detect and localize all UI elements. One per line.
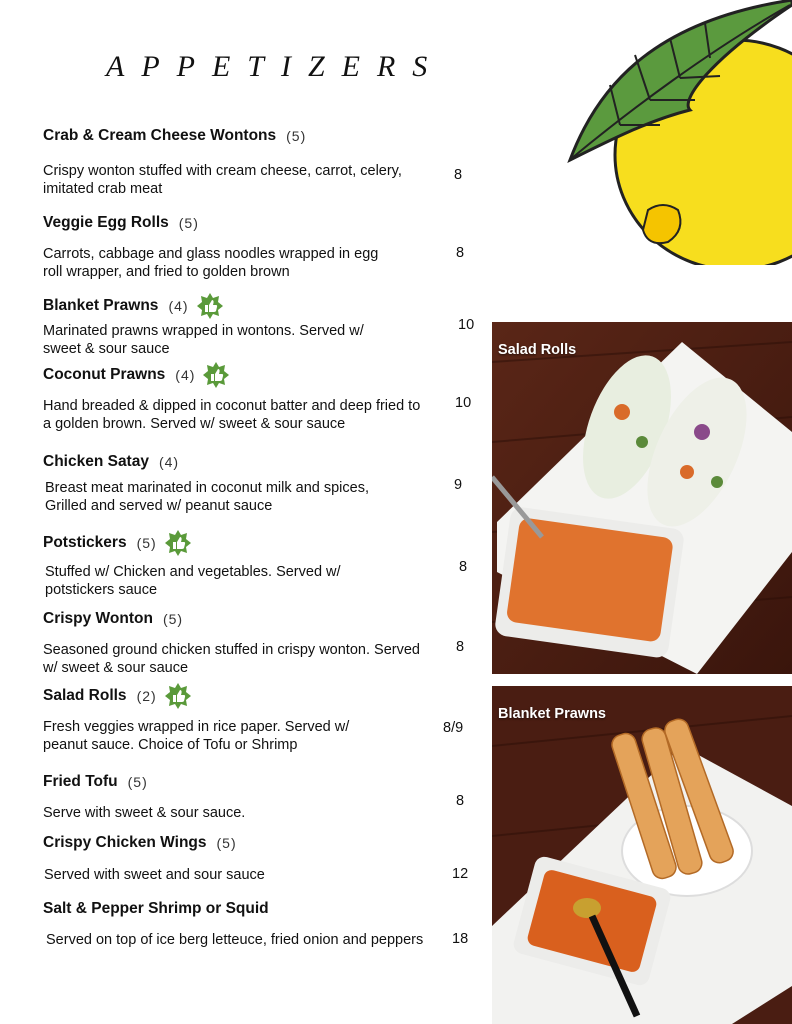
- menu-item-title: Blanket Prawns: [43, 297, 159, 314]
- menu-item-name: [43, 683, 473, 709]
- menu-item: [43, 127, 473, 197]
- menu-item-title: Fried Tofu: [43, 773, 118, 790]
- menu-item-title: Potstickers: [43, 534, 127, 551]
- menu-item: [43, 773, 473, 821]
- menu-item-description: [45, 479, 369, 515]
- menu-item-name: [43, 834, 473, 852]
- menu-item: [43, 683, 473, 753]
- blanket-prawns-photo: [492, 686, 792, 1024]
- menu-item-title: Coconut Prawns: [43, 366, 166, 383]
- thumbs-up-badge-icon: [203, 362, 229, 388]
- menu-item-count: (4): [158, 454, 180, 470]
- menu-item-name: [43, 453, 473, 471]
- blanket-prawns-image: [492, 686, 792, 1024]
- menu-item-count: (5): [127, 774, 148, 790]
- menu-item-count: (5): [136, 535, 157, 551]
- menu-item-name: [43, 530, 473, 556]
- menu-item: [43, 834, 473, 883]
- description-line: imitated crab meat: [43, 181, 163, 197]
- description-line: roll wrapper, and fried to golden brown: [43, 264, 290, 280]
- menu-item-description: [43, 641, 420, 677]
- menu-item-price: 8: [459, 559, 468, 575]
- page-title: APPETIZERS: [106, 50, 445, 83]
- menu-item: [43, 453, 473, 514]
- description-line: sweet & sour sauce: [43, 341, 170, 357]
- description-line: Fresh veggies wrapped in rice paper. Served w/: [43, 719, 350, 735]
- menu-item-count: (5): [162, 611, 184, 627]
- menu-item-price: 10: [458, 317, 475, 333]
- menu-item-price: 9: [454, 477, 463, 493]
- lemon-illustration: [560, 0, 792, 265]
- menu-item-price: 18: [452, 931, 469, 947]
- description-line: peanut sauce. Choice of Tofu or Shrimp: [43, 737, 298, 753]
- menu-item: [43, 900, 473, 948]
- menu-item-count: (4): [175, 367, 196, 383]
- menu-item-count: (5): [286, 128, 307, 144]
- menu-item-name: [43, 127, 473, 145]
- menu-item: [43, 214, 473, 280]
- thumbs-up-badge-icon: [197, 293, 223, 319]
- description-line: Crispy wonton stuffed with cream cheese, carrot, celery,: [43, 163, 402, 179]
- menu-item-description: [46, 931, 423, 949]
- menu-item-price: 8/9: [443, 720, 464, 736]
- description-line: Marinated prawns wrapped in wontons. Served w/: [43, 323, 364, 339]
- menu-item-name: [43, 293, 473, 319]
- description-line: Seasoned ground chicken stuffed in crispy wonton. Served: [43, 642, 420, 658]
- description-line: Breast meat marinated in coconut milk and spices,: [45, 480, 369, 496]
- menu-item-name: [43, 773, 473, 791]
- description-line: Hand breaded & dipped in coconut batter and deep fried to: [43, 398, 421, 414]
- menu-item-name: [43, 610, 473, 628]
- description-line: Grilled and served w/ peanut sauce: [45, 498, 273, 514]
- salad-rolls-photo: [492, 322, 792, 674]
- menu-item-price: 10: [455, 395, 472, 411]
- menu-item-name: [43, 214, 473, 232]
- menu-item: [43, 362, 473, 432]
- menu-item-count: (5): [178, 215, 199, 231]
- description-line: Served on top of ice berg letteuce, fried onion and peppers: [46, 932, 424, 948]
- menu-item-title: Crab & Cream Cheese Wontons: [43, 127, 277, 144]
- description-line: a golden brown. Served w/ sweet & sour sauce: [43, 416, 346, 432]
- menu-item-description: [43, 162, 402, 198]
- menu-item-price: 12: [452, 866, 469, 882]
- menu-item-title: Crispy Wonton: [43, 610, 153, 627]
- menu-item-description: [43, 718, 349, 754]
- description-line: w/ sweet & sour sauce: [43, 660, 189, 676]
- menu-item-title: Salad Rolls: [43, 687, 127, 704]
- menu-item-title: Salt & Pepper Shrimp or Squid: [43, 900, 269, 917]
- menu-item-count: (5): [216, 835, 237, 851]
- menu-item-description: [43, 804, 245, 822]
- menu-item-description: [43, 397, 420, 433]
- menu-item: [43, 610, 473, 676]
- menu-item-count: (2): [136, 688, 157, 704]
- menu-item-price: 8: [456, 639, 465, 655]
- blanket-prawns-label: Blanket Prawns: [498, 706, 606, 722]
- menu-item-count: (4): [168, 298, 189, 314]
- description-line: Serve with sweet & sour sauce.: [43, 805, 246, 821]
- menu-item-name: [43, 362, 473, 388]
- menu-item-description: [44, 866, 265, 884]
- menu-item: [43, 293, 475, 357]
- menu-item-title: Chicken Satay: [43, 453, 149, 470]
- menu-item-title: Veggie Egg Rolls: [43, 214, 169, 231]
- description-line: Served with sweet and sour sauce: [44, 867, 265, 883]
- menu-item-price: 8: [454, 167, 463, 183]
- menu-item-description: [43, 245, 378, 281]
- thumbs-up-badge-icon: [165, 530, 191, 556]
- salad-rolls-label: Salad Rolls: [498, 342, 577, 358]
- description-line: Carrots, cabbage and glass noodles wrapped in egg: [43, 246, 379, 262]
- menu-item-description: [45, 563, 341, 599]
- menu-item-price: 8: [456, 793, 465, 809]
- menu-item-title: Crispy Chicken Wings: [43, 834, 207, 851]
- menu-item-price: 8: [456, 245, 465, 261]
- menu-item: [43, 530, 473, 598]
- salad-rolls-image: [492, 322, 792, 674]
- menu-item-description: [43, 322, 364, 358]
- description-line: potstickers sauce: [45, 582, 158, 598]
- menu-item-name: [43, 900, 473, 918]
- thumbs-up-badge-icon: [165, 683, 191, 709]
- description-line: Stuffed w/ Chicken and vegetables. Served w/: [45, 564, 341, 580]
